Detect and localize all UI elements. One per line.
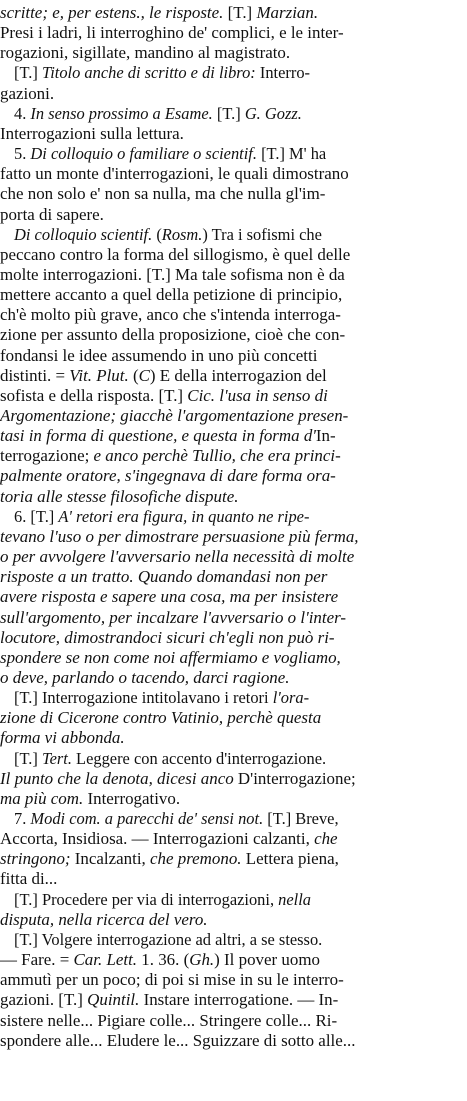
text-line bbox=[0, 566, 465, 588]
text-line bbox=[0, 163, 465, 185]
text-line bbox=[14, 103, 465, 125]
text-segment: ch'è molto più grave, anco che s'intenda interroga- bbox=[0, 305, 341, 325]
text-line bbox=[14, 506, 465, 528]
text-line bbox=[14, 143, 465, 165]
text-segment: scritte; e, per estens., le risposte. bbox=[0, 3, 224, 22]
text-segment: e anco perchè Tullio, che era princi- bbox=[93, 446, 341, 466]
text-line bbox=[0, 22, 465, 44]
text-segment: [T.] bbox=[212, 103, 245, 123]
text-segment: C bbox=[138, 365, 150, 385]
text-line bbox=[0, 2, 465, 24]
text-segment: 5. bbox=[14, 144, 31, 164]
text-segment: ammutì per un poco; di poi si mise in su le interro- bbox=[0, 970, 344, 990]
text-segment: Vit. Plut. bbox=[69, 365, 129, 385]
text-line bbox=[0, 204, 465, 226]
text-segment: Argomentazione; giacchè l'argomentazione presen- bbox=[0, 406, 349, 425]
text-line bbox=[0, 526, 465, 548]
text-segment: 7. bbox=[14, 809, 31, 828]
text-segment: ) E della interrogazion del bbox=[149, 365, 327, 385]
text-segment: Il punto che la denota, dicesi anco bbox=[0, 768, 234, 788]
text-segment: distinti. = bbox=[0, 365, 70, 385]
text-line bbox=[0, 768, 465, 790]
text-segment: sofista e della risposta. [T.] bbox=[0, 385, 188, 405]
text-segment: fatto un monte d'interrogazioni, le quali dimostrano bbox=[0, 164, 349, 184]
text-segment: Titolo anche di scritto e di libro: bbox=[41, 63, 256, 83]
text-segment: ) Il pover uomo bbox=[214, 950, 320, 970]
text-line bbox=[0, 83, 465, 105]
text-line bbox=[0, 707, 465, 729]
text-segment: Accorta, Insidiosa. — Interrogazioni calzanti, bbox=[0, 829, 315, 849]
text-segment: Incalzanti, bbox=[70, 849, 151, 869]
text-line bbox=[0, 405, 465, 427]
text-segment: che premono. bbox=[150, 849, 242, 869]
text-segment: zione per assunto della proposizione, cioè che con- bbox=[0, 325, 346, 345]
text-segment: [T.] Interrogazione intitolavano i retori bbox=[14, 688, 273, 708]
text-line bbox=[14, 889, 465, 911]
text-segment: Interrogazioni sulla lettura. bbox=[0, 123, 184, 143]
text-segment: tasi in forma di questione, e questa in forma d' bbox=[0, 426, 316, 446]
text-segment: 1. 36. ( bbox=[137, 950, 190, 970]
text-segment: ( bbox=[152, 224, 162, 244]
text-segment: Interro- bbox=[255, 63, 311, 83]
text-segment: tevano l'uso o per dimostrare persuasione più ferma, bbox=[0, 526, 359, 546]
text-line bbox=[0, 868, 465, 890]
text-line bbox=[0, 828, 465, 850]
text-line bbox=[0, 1010, 465, 1032]
text-line bbox=[0, 586, 465, 608]
text-line bbox=[14, 808, 465, 830]
text-segment: Modi com. a parecchi de' sensi not. bbox=[30, 809, 264, 828]
text-line bbox=[0, 465, 465, 487]
text-line bbox=[0, 183, 465, 205]
text-segment: gazioni. bbox=[0, 83, 55, 103]
text-line bbox=[0, 607, 465, 629]
text-segment: [T.] Procedere per via di interrogazioni, bbox=[14, 889, 279, 909]
text-line bbox=[0, 788, 465, 810]
text-line bbox=[14, 929, 465, 951]
text-line bbox=[0, 667, 465, 689]
text-line bbox=[0, 244, 465, 266]
text-segment: 4. bbox=[14, 103, 31, 123]
text-line bbox=[0, 969, 465, 991]
text-line bbox=[0, 727, 465, 749]
text-line bbox=[0, 42, 465, 64]
text-segment: terrogazione; bbox=[0, 446, 94, 466]
text-segment: palmente oratore, s'ingegnava di dare forma ora- bbox=[0, 466, 336, 486]
text-segment: ) Tra i sofismi che bbox=[202, 224, 322, 244]
text-segment: nella bbox=[278, 889, 311, 909]
text-segment: avere risposta e sapere una cosa, ma per insistere bbox=[0, 587, 339, 607]
text-line bbox=[0, 627, 465, 649]
text-segment: rogazioni, sigillate, mandino al magistrato. bbox=[0, 43, 291, 63]
text-segment: Gh. bbox=[189, 950, 215, 970]
text-segment: [T.] bbox=[14, 748, 42, 768]
text-line bbox=[14, 687, 465, 709]
text-line bbox=[0, 425, 465, 447]
text-segment: Rosm. bbox=[161, 224, 203, 244]
text-segment: peccano contro la forma del sillogismo, è quel delle bbox=[0, 244, 351, 264]
text-segment: Di colloquio scientif. bbox=[14, 224, 153, 244]
text-segment: sistere nelle... Pigiare colle... Stringere colle... Ri- bbox=[0, 1010, 338, 1030]
text-segment: ma più com. bbox=[0, 788, 84, 808]
text-segment: locutore, dimostrandoci sicuri ch'egli non può ri- bbox=[0, 627, 335, 647]
text-segment: Instare interrogatione. — In- bbox=[139, 990, 339, 1010]
text-line bbox=[0, 304, 465, 326]
text-line bbox=[0, 445, 465, 467]
text-segment: Interrogativo. bbox=[83, 788, 181, 808]
text-line bbox=[14, 224, 465, 246]
text-segment: fitta di... bbox=[0, 869, 58, 889]
text-line bbox=[0, 345, 465, 367]
text-line bbox=[0, 1030, 465, 1052]
text-segment: risposte a un tratto. Quando domandasi non per bbox=[0, 567, 328, 587]
text-line bbox=[0, 949, 465, 971]
text-line bbox=[14, 62, 465, 84]
text-segment: Tert. bbox=[41, 748, 72, 768]
text-segment: disputa, nella ricerca del vero. bbox=[0, 909, 208, 929]
text-segment: molte interrogazioni. [T.] Ma tale sofisma non è da bbox=[0, 264, 345, 284]
text-segment: A' retori era figura, in quanto ne ripe- bbox=[58, 506, 310, 526]
text-line bbox=[0, 365, 465, 387]
text-segment: ( bbox=[128, 365, 139, 385]
text-segment: [T.] M' ha bbox=[256, 144, 327, 164]
text-segment: forma vi abbonda. bbox=[0, 728, 125, 748]
text-segment: Leggere con accento d'interrogazione. bbox=[71, 748, 327, 768]
text-segment: spondere se non come noi affermiamo e vogliamo, bbox=[0, 647, 341, 667]
text-segment: gazioni. [T.] bbox=[0, 990, 88, 1010]
text-segment: [T.] bbox=[223, 3, 257, 22]
text-line bbox=[14, 748, 465, 770]
text-segment: [T.] Breve, bbox=[263, 809, 339, 828]
text-line bbox=[0, 264, 465, 286]
text-segment: l'ora- bbox=[272, 688, 310, 708]
text-segment: porta di sapere. bbox=[0, 204, 104, 224]
text-segment: o per avvolgere l'avversario nella necessità di molte bbox=[0, 547, 355, 567]
text-segment: — Fare. = bbox=[0, 950, 74, 970]
text-segment: sull'argomento, per incalzare l'avversario o l'inter- bbox=[0, 607, 347, 627]
text-segment: che non solo e' non sa nulla, ma che nulla gl'im- bbox=[0, 184, 326, 204]
text-line bbox=[0, 284, 465, 306]
text-segment: mettere accanto a quel della petizione di principio, bbox=[0, 285, 343, 305]
text-line bbox=[0, 848, 465, 870]
text-segment: In- bbox=[315, 426, 336, 446]
text-segment: Di colloquio o familiare o scientif. bbox=[30, 144, 257, 164]
text-segment: toria alle stesse filosofiche dispute. bbox=[0, 486, 239, 506]
text-segment: D'interrogazione; bbox=[233, 768, 356, 788]
text-line bbox=[0, 324, 465, 346]
text-segment: In senso prossimo a Esame. bbox=[30, 103, 213, 123]
text-line bbox=[0, 385, 465, 407]
text-line bbox=[0, 647, 465, 669]
text-segment: Quintil. bbox=[87, 990, 140, 1010]
text-segment: Car. Lett. bbox=[73, 950, 138, 970]
text-segment: G. Gozz. bbox=[244, 103, 302, 123]
text-segment: spondere alle... Eludere le... Sguizzare di sotto alle... bbox=[0, 1030, 356, 1050]
text-segment: Cic. l'usa in senso di bbox=[187, 385, 328, 405]
text-segment: [T.] bbox=[14, 63, 42, 83]
text-segment: che bbox=[314, 829, 338, 849]
text-line bbox=[0, 909, 465, 931]
text-segment: o deve, parlando o tacendo, darci ragione. bbox=[0, 667, 290, 687]
text-segment: [T.] Volgere interrogazione ad altri, a se stesso. bbox=[14, 929, 323, 949]
text-segment: fondansi le idee assumendo in uno più concetti bbox=[0, 345, 318, 365]
text-segment: stringono; bbox=[0, 849, 71, 869]
text-line bbox=[0, 486, 465, 508]
text-segment: Lettera piena, bbox=[241, 849, 339, 869]
text-line bbox=[0, 989, 465, 1011]
text-segment: Marzian. bbox=[256, 3, 319, 22]
text-line bbox=[0, 546, 465, 568]
text-segment: Presi i ladri, li interroghino de' complici, e le inter- bbox=[0, 23, 344, 43]
text-segment: zione di Cicerone contro Vatinio, perchè questa bbox=[0, 708, 322, 728]
text-segment: 6. [T.] bbox=[14, 506, 59, 526]
text-line bbox=[0, 123, 465, 145]
